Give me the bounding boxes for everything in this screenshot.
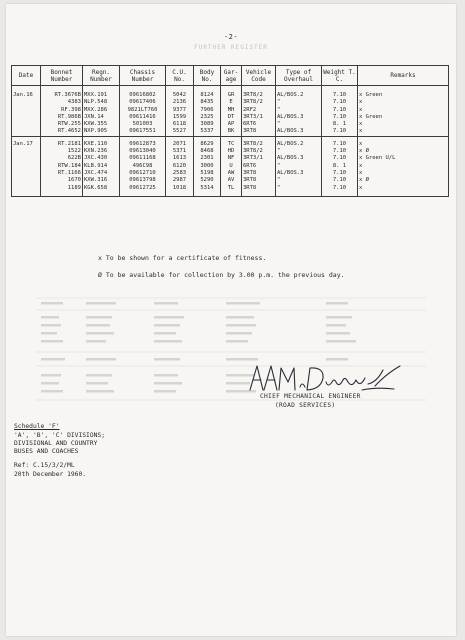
- spacer-cell: [322, 192, 358, 197]
- cell-remarks: x Ø: [358, 177, 449, 184]
- cell-vehicle-code: 6RT6: [242, 163, 276, 170]
- cell-body: 5290: [194, 177, 221, 184]
- cell-regn: NLP.548: [83, 99, 120, 106]
- cell-bonnet: 1670: [41, 177, 83, 184]
- cell-body: 3000: [194, 163, 221, 170]
- cell-overhaul: ": [276, 163, 322, 170]
- cell-bonnet: 4383: [41, 99, 83, 106]
- cell-vehicle-code: 6RT6: [242, 121, 276, 128]
- spacer-cell: [221, 192, 242, 197]
- cell-vehicle-code: 3RT8: [242, 128, 276, 136]
- handwritten-signature: [244, 360, 404, 396]
- cell-bonnet: RTW.184: [41, 163, 83, 170]
- cell-garage: AV: [221, 177, 242, 184]
- cell-cu: 2071: [166, 141, 194, 148]
- cell-overhaul: ": [276, 148, 322, 155]
- cell-chassis: 501003: [120, 121, 166, 128]
- cell-body: 8468: [194, 148, 221, 155]
- spacer-cell: [120, 192, 166, 197]
- spacer-cell: [276, 192, 322, 197]
- cell-regn: KXW.355: [83, 121, 120, 128]
- cell-weight: 7.10: [322, 148, 358, 155]
- cell-body: 8629: [194, 141, 221, 148]
- cell-weight: 7.10: [322, 107, 358, 114]
- cell-cu: 9377: [166, 107, 194, 114]
- show-through-ghost-text: [36, 290, 426, 416]
- cell-weight: 7.10: [322, 155, 358, 162]
- col-header-overhaul: Type of Overhaul: [276, 66, 322, 86]
- schedule-heading-text: Schedule 'F': [14, 423, 60, 430]
- col-header-date: Date: [12, 66, 41, 86]
- cell-date: [12, 163, 41, 170]
- cell-date: [12, 185, 41, 192]
- cell-chassis: 09612725: [120, 185, 166, 192]
- cell-date: Jan.17: [12, 141, 41, 148]
- spacer-cell: [83, 192, 120, 197]
- cell-body: 8435: [194, 99, 221, 106]
- cell-garage: E: [221, 99, 242, 106]
- cell-vehicle-code: 3RT8/2: [242, 92, 276, 99]
- cell-cu: 5371: [166, 148, 194, 155]
- cell-bonnet: RF.398: [41, 107, 83, 114]
- cell-chassis: 09613798: [120, 177, 166, 184]
- cell-regn: KGK.658: [83, 185, 120, 192]
- cell-cu: 5042: [166, 92, 194, 99]
- cell-body: 5198: [194, 170, 221, 177]
- spacer-cell: [242, 192, 276, 197]
- cell-garage: NF: [221, 155, 242, 162]
- cell-remarks: x: [358, 121, 449, 128]
- table-row: [12, 99, 449, 106]
- spacer-cell: [41, 192, 83, 197]
- cell-date: [12, 148, 41, 155]
- cell-regn: KXE.110: [83, 141, 120, 148]
- cell-remarks: x: [358, 99, 449, 106]
- cell-vehicle-code: 2RF2: [242, 107, 276, 114]
- table-body: [12, 86, 449, 197]
- cell-bonnet: RT.1166: [41, 170, 83, 177]
- col-header-garage: Gar-age: [221, 66, 242, 86]
- cell-bonnet: RTW.255: [41, 121, 83, 128]
- cell-remarks: x Green: [358, 114, 449, 121]
- vehicle-register-table: [11, 65, 449, 197]
- table-row: [12, 170, 449, 177]
- table-header: [12, 66, 449, 86]
- cell-overhaul: ": [276, 121, 322, 128]
- cell-remarks: x: [358, 107, 449, 114]
- note-collection: Ø To be available for collection by 3.00 p.m. the previous day.: [98, 271, 345, 279]
- cell-regn: MXX.286: [83, 107, 120, 114]
- document-page: [6, 4, 456, 636]
- cell-cu: 1613: [166, 155, 194, 162]
- cell-weight: 7.10: [322, 141, 358, 148]
- cell-weight: 7.10: [322, 114, 358, 121]
- cell-date: [12, 114, 41, 121]
- table-row: [12, 92, 449, 99]
- cell-body: 5337: [194, 128, 221, 136]
- cell-vehicle-code: 3RT3/1: [242, 155, 276, 162]
- cell-overhaul: AL/BOS.2: [276, 92, 322, 99]
- cell-garage: TC: [221, 141, 242, 148]
- table-row: [12, 148, 449, 155]
- cell-remarks: x: [358, 185, 449, 192]
- cell-chassis: 09612873: [120, 141, 166, 148]
- cell-regn: JXN.14: [83, 114, 120, 121]
- cell-weight: 7.10: [322, 92, 358, 99]
- cell-chassis: 09616802: [120, 92, 166, 99]
- cell-date: [12, 99, 41, 106]
- cell-chassis: 9821LT760: [120, 107, 166, 114]
- table-spacer-row: [12, 192, 449, 197]
- cell-weight: 7.10: [322, 128, 358, 136]
- cell-garage: BK: [221, 128, 242, 136]
- faint-show-through-header: FURTHER REGISTER: [194, 44, 268, 51]
- cell-date: [12, 155, 41, 162]
- cell-vehicle-code: 3RT8/2: [242, 148, 276, 155]
- cell-weight: 7.10: [322, 185, 358, 192]
- table-row: [12, 107, 449, 114]
- cell-chassis: 09612710: [120, 170, 166, 177]
- cell-cu: 2136: [166, 99, 194, 106]
- cell-regn: KXN.236: [83, 148, 120, 155]
- note-certificate: x To be shown for a certificate of fitness.: [98, 254, 267, 262]
- table-row: [12, 177, 449, 184]
- cell-bonnet: 1522: [41, 148, 83, 155]
- table-row: [12, 185, 449, 192]
- signatory-department: (ROAD SERVICES): [275, 402, 336, 409]
- cell-bonnet: RT.986B: [41, 114, 83, 121]
- cell-vehicle-code: 3RT8: [242, 170, 276, 177]
- cell-remarks: x Ø: [358, 148, 449, 155]
- cell-garage: DT: [221, 114, 242, 121]
- cell-bonnet: RT.2181: [41, 141, 83, 148]
- cell-weight: 7.10: [322, 99, 358, 106]
- schedule-line: DIVISIONAL AND COUNTRY: [14, 440, 98, 447]
- table-row: [12, 128, 449, 136]
- signatory-title: CHIEF MECHANICAL ENGINEER: [260, 393, 361, 400]
- cell-body: 5314: [194, 185, 221, 192]
- cell-chassis: 09611168: [120, 155, 166, 162]
- table-row: [12, 121, 449, 128]
- cell-body: 2325: [194, 114, 221, 121]
- cell-vehicle-code: 3RT8: [242, 185, 276, 192]
- cell-bonnet: RT.3676B: [41, 92, 83, 99]
- cell-cu: 6120: [166, 163, 194, 170]
- cell-date: [12, 128, 41, 136]
- cell-chassis: 09613040: [120, 148, 166, 155]
- cell-weight: 7.10: [322, 177, 358, 184]
- cell-date: [12, 107, 41, 114]
- cell-date: [12, 170, 41, 177]
- cell-remarks: x: [358, 163, 449, 170]
- cell-body: 7906: [194, 107, 221, 114]
- cell-remarks: x: [358, 141, 449, 148]
- cell-cu: 1018: [166, 185, 194, 192]
- table-row: [12, 155, 449, 162]
- col-header-bonnet: Bonnet Number: [41, 66, 83, 86]
- cell-regn: NXP.905: [83, 128, 120, 136]
- cell-regn: JXC.474: [83, 170, 120, 177]
- col-header-remarks: Remarks: [358, 66, 449, 86]
- cell-regn: KXW.316: [83, 177, 120, 184]
- cell-vehicle-code: 3RT3/1: [242, 114, 276, 121]
- cell-chassis: 09617551: [120, 128, 166, 136]
- cell-overhaul: ": [276, 185, 322, 192]
- cell-overhaul: AL/BOS.3: [276, 114, 322, 121]
- table-row: [12, 114, 449, 121]
- cell-weight: 8. 1: [322, 121, 358, 128]
- cell-cu: 2987: [166, 177, 194, 184]
- spacer-cell: [12, 192, 41, 197]
- cell-overhaul: ": [276, 107, 322, 114]
- cell-garage: MH: [221, 107, 242, 114]
- cell-weight: 8. 1: [322, 163, 358, 170]
- schedule-heading: [14, 423, 60, 430]
- col-header-vehicle-code: Vehicle Code: [242, 66, 276, 86]
- table-row: [12, 163, 449, 170]
- reference: Ref: C.15/3/2/ML: [14, 462, 75, 469]
- cell-garage: U: [221, 163, 242, 170]
- cell-cu: 2583: [166, 170, 194, 177]
- cell-overhaul: AL/BOS.3: [276, 155, 322, 162]
- cell-date: Jan.16: [12, 92, 41, 99]
- cell-overhaul: ": [276, 177, 322, 184]
- cell-body: 3089: [194, 121, 221, 128]
- col-header-regn: Regn. Number: [83, 66, 120, 86]
- col-header-body: Body No.: [194, 66, 221, 86]
- cell-garage: AW: [221, 170, 242, 177]
- cell-date: [12, 177, 41, 184]
- cell-cu: 5527: [166, 128, 194, 136]
- cell-overhaul: AL/BOS.3: [276, 128, 322, 136]
- cell-bonnet: RT.4652: [41, 128, 83, 136]
- col-header-chassis: Chassis Number: [120, 66, 166, 86]
- table-row: [12, 141, 449, 148]
- schedule-line: 'A', 'B', 'C' DIVISIONS;: [14, 432, 105, 439]
- cell-regn: MXX.191: [83, 92, 120, 99]
- spacer-cell: [166, 192, 194, 197]
- col-header-cu: C.U. No.: [166, 66, 194, 86]
- cell-remarks: x Green: [358, 92, 449, 99]
- cell-body: 2301: [194, 155, 221, 162]
- schedule-line: BUSES AND COACHES: [14, 448, 79, 455]
- cell-remarks: x: [358, 128, 449, 136]
- cell-remarks: x: [358, 170, 449, 177]
- cell-chassis: 09617406: [120, 99, 166, 106]
- cell-garage: GR: [221, 92, 242, 99]
- cell-overhaul: AL/BOS.3: [276, 170, 322, 177]
- cell-overhaul: ": [276, 99, 322, 106]
- page-number: -2-: [223, 33, 239, 41]
- col-header-weight: Weight T. C.: [322, 66, 358, 86]
- cell-regn: KLB.914: [83, 163, 120, 170]
- cell-vehicle-code: 3RT8: [242, 177, 276, 184]
- cell-body: 8124: [194, 92, 221, 99]
- cell-date: [12, 121, 41, 128]
- cell-vehicle-code: 3RT8/2: [242, 99, 276, 106]
- cell-garage: TL: [221, 185, 242, 192]
- spacer-cell: [358, 192, 449, 197]
- cell-remarks: x Green U/L: [358, 155, 449, 162]
- document-date: 20th December 1960.: [14, 471, 87, 478]
- cell-garage: HD: [221, 148, 242, 155]
- cell-vehicle-code: 3RT8/2: [242, 141, 276, 148]
- cell-weight: 7.10: [322, 170, 358, 177]
- cell-cu: 6118: [166, 121, 194, 128]
- cell-regn: JXC.430: [83, 155, 120, 162]
- cell-overhaul: AL/BOS.2: [276, 141, 322, 148]
- cell-chassis: 496C98: [120, 163, 166, 170]
- cell-cu: 1599: [166, 114, 194, 121]
- cell-garage: AP: [221, 121, 242, 128]
- spacer-cell: [194, 192, 221, 197]
- cell-chassis: 09611416: [120, 114, 166, 121]
- cell-bonnet: 1189: [41, 185, 83, 192]
- cell-bonnet: 622B: [41, 155, 83, 162]
